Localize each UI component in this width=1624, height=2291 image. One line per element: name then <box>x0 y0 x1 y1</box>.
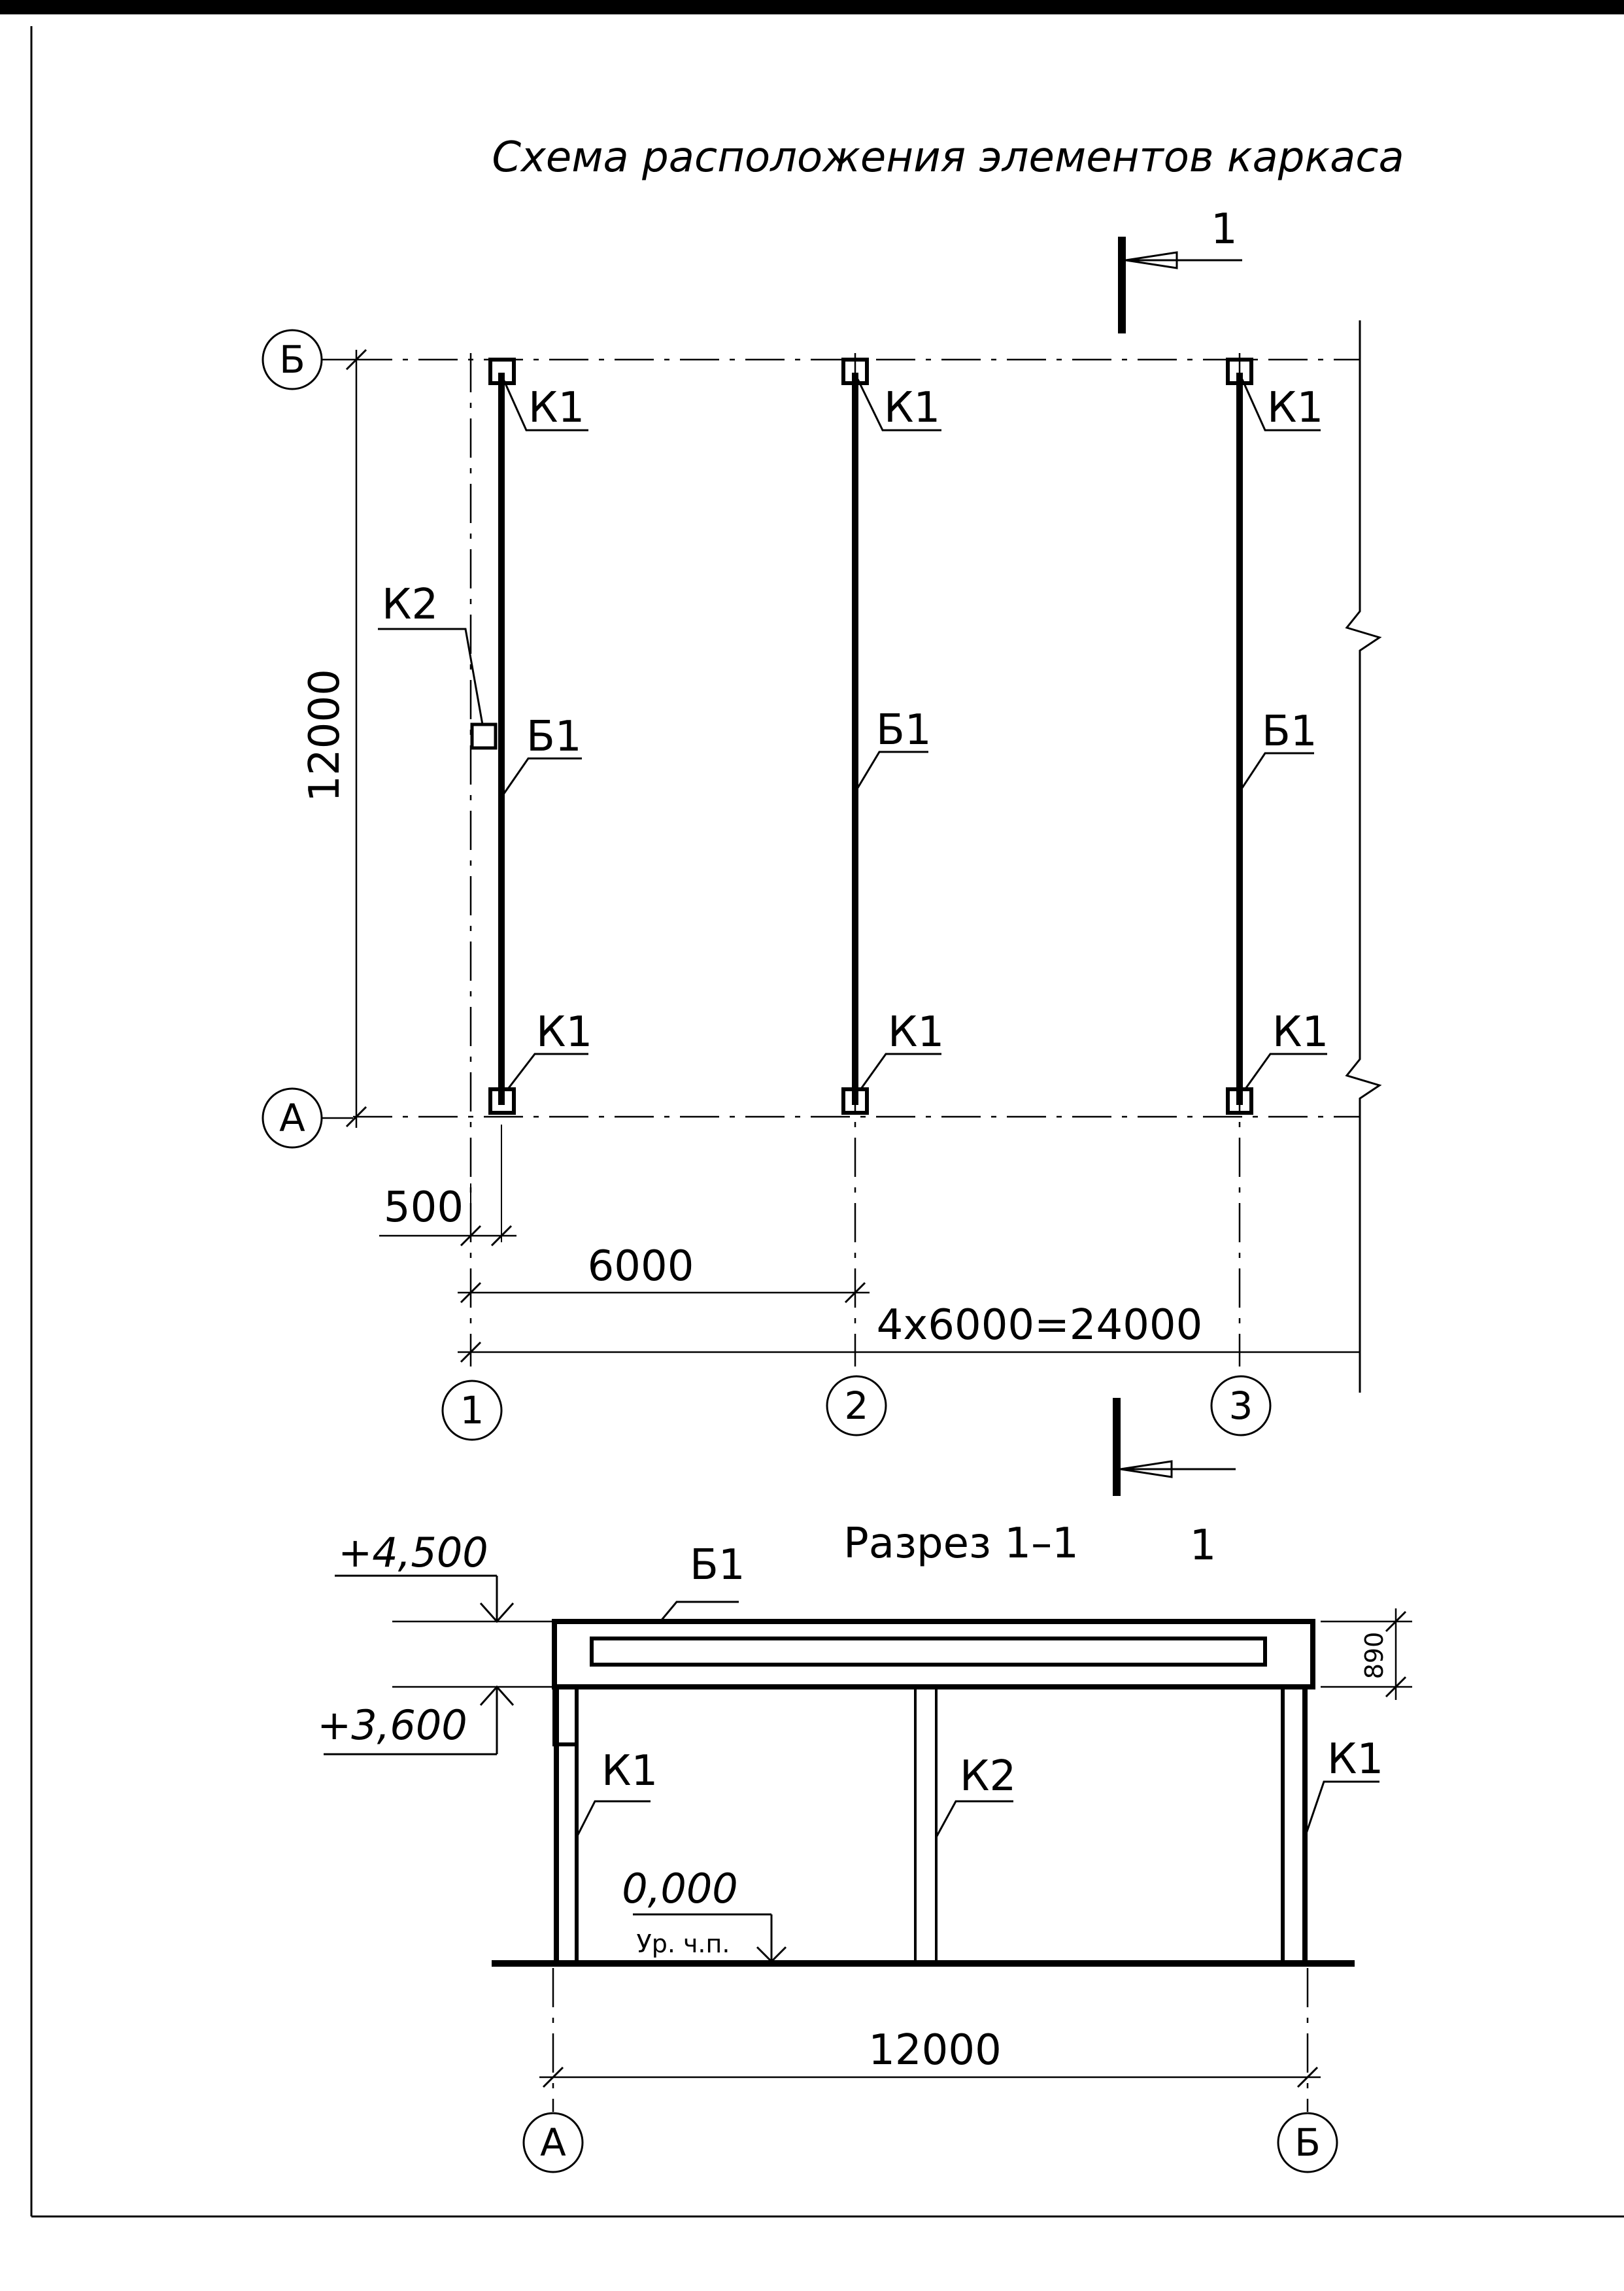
elevation-zero-label: 0,000 <box>622 1865 738 1912</box>
section-cut-mark-top <box>1122 205 1242 333</box>
elevation-top <box>335 1529 554 1621</box>
label-k2: К2 <box>382 581 439 629</box>
label-section-k2: К2 <box>960 1752 1017 1801</box>
label-k1-2A: К1 <box>888 1008 945 1057</box>
axis-label-A-plan: А <box>279 1096 305 1140</box>
dim-height-label: 12000 <box>301 669 349 802</box>
elevation-mid <box>317 1687 554 1754</box>
label-k1-2B: К1 <box>884 384 941 432</box>
label-b1-right: Б1 <box>1262 707 1317 756</box>
dim-beam-height-label: 890 <box>1360 1631 1389 1680</box>
section-title: Разрез 1–1 <box>843 1519 1079 1568</box>
section-cut-mark-bottom <box>1117 1398 1236 1496</box>
label-b1-left: Б1 <box>526 713 582 761</box>
section-axis-label-B: Б <box>1294 2120 1321 2165</box>
section-axis-label-A: А <box>540 2120 566 2165</box>
axis-label-2: 2 <box>844 1383 869 1428</box>
label-section-b1: Б1 <box>690 1541 745 1589</box>
dim-height-12000 <box>301 350 366 1128</box>
dim-offset-500 <box>379 1125 516 1246</box>
drawing-title: Схема расположения элементов каркаса <box>492 133 1404 182</box>
leader-section-b1 <box>660 1602 739 1621</box>
leader-k1-2A <box>860 1054 941 1091</box>
dim-total-label: 4х6000=24000 <box>876 1301 1203 1349</box>
label-k1-3A: К1 <box>1272 1008 1329 1057</box>
axis-label-1: 1 <box>460 1388 484 1433</box>
dim-span-label: 6000 <box>587 1242 694 1291</box>
label-k1-1B: К1 <box>528 384 585 432</box>
section-mark-bottom: 1 <box>1189 1521 1217 1570</box>
leader-b1-left <box>503 758 582 794</box>
leader-b1-right <box>1242 753 1314 788</box>
dim-total-24000 <box>458 1301 1360 1362</box>
section-beam <box>554 1621 1313 1687</box>
column-k2 <box>472 724 496 748</box>
leader-section-k1-left <box>577 1801 651 1837</box>
leader-b1-middle <box>858 752 928 788</box>
elevation-zero <box>622 1865 786 1961</box>
leader-k1-3A <box>1244 1054 1327 1091</box>
floor-level-label: Ур. ч.п. <box>636 1929 730 1958</box>
label-section-k1-left: К1 <box>601 1747 658 1795</box>
label-k1-1A: К1 <box>536 1008 593 1057</box>
dim-offset-label: 500 <box>383 1183 464 1232</box>
dim-section-span <box>539 1968 1321 2112</box>
label-b1-middle: Б1 <box>876 706 932 755</box>
dim-beam-height <box>1321 1608 1412 1700</box>
axis-label-3: 3 <box>1228 1383 1253 1428</box>
leader-k1-1A <box>507 1054 588 1091</box>
section-mark-label: 1 <box>1211 205 1238 254</box>
leader-section-k1-right <box>1305 1782 1379 1837</box>
elevation-mid-label: +3,600 <box>317 1701 467 1749</box>
leader-k2 <box>378 629 482 724</box>
elevation-top-label: +4,500 <box>338 1529 488 1576</box>
dim-span-6000 <box>458 1242 870 1302</box>
break-line <box>1347 320 1379 1393</box>
label-section-k1-right: К1 <box>1327 1735 1384 1784</box>
label-k1-3B: К1 <box>1267 384 1324 432</box>
leader-section-k2 <box>936 1801 1013 1837</box>
axis-label-B-plan: Б <box>279 337 305 382</box>
section-beam-web <box>592 1638 1265 1665</box>
dim-section-span-label: 12000 <box>868 2026 1002 2075</box>
